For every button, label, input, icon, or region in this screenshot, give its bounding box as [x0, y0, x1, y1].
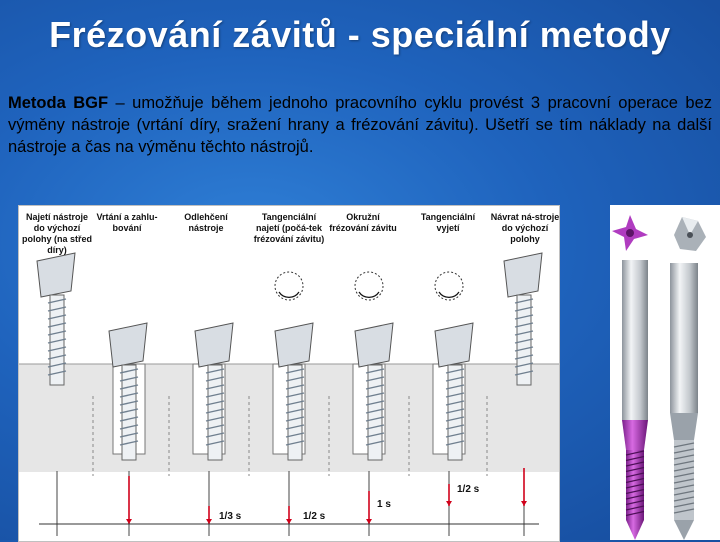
circular-path-icon [275, 272, 303, 300]
stage-label-4: Tangenciální najetí (počá-tek frézování závitu) [253, 212, 325, 244]
timing-arrow-head [521, 501, 527, 506]
slide-title: Frézování závitů - speciální metody [49, 14, 671, 55]
method-description: – umožňuje během jednoho pracovního cyklu provést 3 pracovní operace bez výměny nástroje (vrtání díry, sražení hrany a frézování závitu). Ušetří se tím náklady na další nástroje a čas na výměnu těchto nástrojů. [8, 94, 712, 156]
method-name: Metoda BGF [8, 94, 109, 112]
stage-label-6: Tangenciální vyjetí [420, 212, 476, 233]
stage-label-3: Odlehčení nástroje [184, 212, 228, 233]
circular-path-icon [355, 272, 383, 300]
slide-description [8, 92, 712, 158]
tool-end-view-silver [674, 217, 706, 251]
tool-head [195, 323, 233, 367]
timing-arrow-head [366, 519, 372, 524]
timing-label-2: 1/2 s [303, 511, 326, 522]
bgf-process-diagram [18, 205, 560, 542]
stage-label-5: Okružní frézování závitu [329, 212, 397, 233]
tool-photo [610, 205, 720, 540]
timing-arrow-head [206, 519, 212, 524]
circular-path-icon [435, 272, 463, 300]
arc-arrow-icon [439, 292, 459, 297]
timing-arrow-head [446, 501, 452, 506]
timing-label-3: 1 s [377, 499, 391, 510]
arc-arrow-icon [359, 292, 379, 297]
tool-head [37, 253, 75, 297]
timing-arrow-head [126, 519, 132, 524]
tool-head [504, 253, 542, 297]
tool-end-view-purple [612, 215, 648, 251]
timing-label-1: 1/3 s [219, 511, 242, 522]
stage-label-2: Vrtání a zahlu-bování [96, 212, 158, 233]
arc-arrow-icon [279, 292, 299, 297]
timing-label-4: 1/2 s [457, 484, 480, 495]
stage-label-1: Najetí nástroje do výchozí polohy (na střed díry) [21, 212, 92, 255]
thread-mill-tool-image [610, 205, 720, 540]
tool-head [109, 323, 147, 367]
timing-arrow-head [286, 519, 292, 524]
tool-left [622, 260, 648, 540]
tool-head [435, 323, 473, 367]
tool-head [355, 323, 393, 367]
tool-head [275, 323, 313, 367]
stage-label-7: Návrat ná-stroje do výchozí polohy [490, 212, 560, 244]
